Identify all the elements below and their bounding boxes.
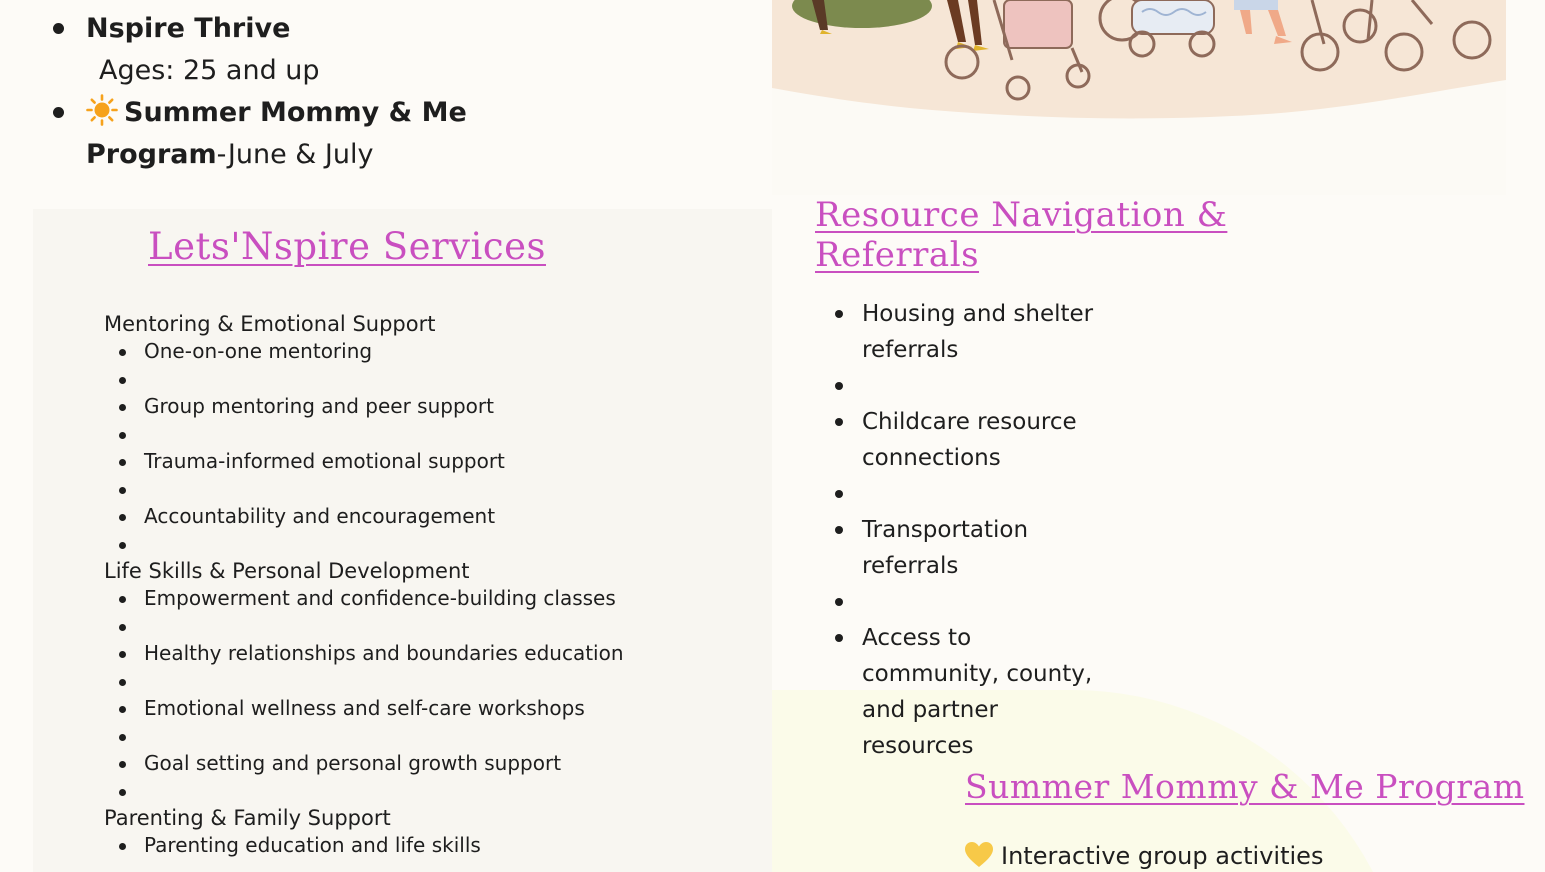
program-list bbox=[50, 8, 750, 176]
program-title: Summer Mommy & Me bbox=[124, 97, 467, 128]
service-item bbox=[104, 778, 724, 806]
resource-item bbox=[832, 368, 1132, 404]
bullet bbox=[119, 349, 126, 356]
service-item bbox=[104, 668, 724, 696]
service-item bbox=[104, 476, 724, 504]
service-item bbox=[104, 366, 724, 394]
service-text: Parenting education and life skills bbox=[144, 833, 481, 857]
resource-heading-line: Resource Navigation & bbox=[815, 195, 1228, 235]
service-item bbox=[104, 832, 724, 860]
bullet bbox=[835, 526, 843, 534]
bullet bbox=[119, 514, 126, 521]
program-title-cont: Program bbox=[86, 139, 217, 170]
program-item-summer bbox=[50, 92, 750, 134]
bullet bbox=[835, 598, 843, 606]
summer-item bbox=[965, 838, 1323, 872]
service-item bbox=[104, 640, 724, 668]
service-item bbox=[104, 393, 724, 421]
resource-list bbox=[832, 296, 1132, 764]
resource-text: connections bbox=[862, 445, 1001, 471]
bullet bbox=[835, 310, 843, 318]
bullet bbox=[835, 490, 843, 498]
service-item bbox=[104, 448, 724, 476]
summer-heading: Summer Mommy & Me Program bbox=[965, 767, 1525, 806]
bullet bbox=[119, 542, 126, 549]
service-category: Mentoring & Emotional Support bbox=[104, 312, 436, 336]
program-item-thrive bbox=[50, 8, 750, 50]
service-text: Empowerment and confidence-building classes bbox=[144, 586, 616, 610]
bullet bbox=[119, 706, 126, 713]
bullet bbox=[119, 761, 126, 768]
bullet bbox=[119, 679, 126, 686]
service-text: Goal setting and personal growth support bbox=[144, 751, 562, 775]
resource-text: referrals bbox=[862, 553, 959, 579]
service-item bbox=[104, 723, 724, 751]
bullet bbox=[119, 377, 126, 384]
bullet bbox=[119, 789, 126, 796]
resource-heading bbox=[815, 195, 1235, 275]
yellow-heart-icon bbox=[965, 842, 993, 868]
strollers-illustration-art bbox=[772, 0, 1506, 195]
sun-icon bbox=[86, 94, 118, 126]
service-item bbox=[104, 750, 724, 778]
bullet bbox=[119, 596, 126, 603]
resource-text: Childcare resource bbox=[862, 409, 1077, 435]
strollers-illustration bbox=[772, 0, 1506, 195]
service-category: Parenting & Family Support bbox=[104, 806, 391, 830]
bullet bbox=[119, 432, 126, 439]
program-title: Nspire Thrive bbox=[86, 13, 291, 44]
resource-text: referrals bbox=[862, 337, 959, 363]
summer-item-text: Interactive group activities bbox=[1001, 842, 1324, 870]
program-dates: -June & July bbox=[216, 139, 374, 170]
resource-item bbox=[832, 512, 1132, 584]
service-item bbox=[104, 338, 724, 366]
resource-item bbox=[832, 620, 1132, 764]
service-text: Emotional wellness and self-care workshops bbox=[144, 696, 585, 720]
service-item bbox=[104, 695, 724, 723]
service-text: Trauma-informed emotional support bbox=[144, 449, 505, 473]
bullet bbox=[119, 487, 126, 494]
resource-text: Transportation bbox=[862, 517, 1029, 543]
bullet bbox=[119, 624, 126, 631]
resource-heading-line: Referrals bbox=[815, 235, 980, 275]
resource-text: Housing and shelter bbox=[862, 301, 1094, 327]
service-item bbox=[104, 613, 724, 641]
bullet bbox=[835, 418, 843, 426]
resource-item bbox=[832, 404, 1132, 476]
service-item bbox=[104, 585, 724, 613]
services-heading: Lets'Nspire Services bbox=[148, 225, 546, 268]
resource-text: community, county, bbox=[862, 661, 1093, 687]
bullet bbox=[835, 634, 843, 642]
services-list bbox=[104, 311, 724, 860]
resource-text: resources bbox=[862, 733, 974, 759]
service-item bbox=[104, 421, 724, 449]
bullet bbox=[835, 382, 843, 390]
bullet bbox=[53, 23, 64, 34]
bullet bbox=[53, 107, 64, 118]
bullet bbox=[119, 843, 126, 850]
program-detail: Ages: 25 and up bbox=[99, 55, 320, 86]
resource-item bbox=[832, 476, 1132, 512]
service-text: One-on-one mentoring bbox=[144, 339, 373, 363]
service-item bbox=[104, 503, 724, 531]
bullet bbox=[119, 734, 126, 741]
resource-item bbox=[832, 296, 1132, 368]
service-text: Accountability and encouragement bbox=[144, 504, 496, 528]
resource-item bbox=[832, 584, 1132, 620]
service-category: Life Skills & Personal Development bbox=[104, 559, 470, 583]
service-item bbox=[104, 531, 724, 559]
bullet bbox=[119, 459, 126, 466]
bullet bbox=[119, 404, 126, 411]
service-text: Healthy relationships and boundaries education bbox=[144, 641, 624, 665]
resource-text: and partner bbox=[862, 697, 998, 723]
service-text: Group mentoring and peer support bbox=[144, 394, 494, 418]
resource-text: Access to bbox=[862, 625, 972, 651]
program-line bbox=[50, 134, 750, 176]
bullet bbox=[119, 651, 126, 658]
